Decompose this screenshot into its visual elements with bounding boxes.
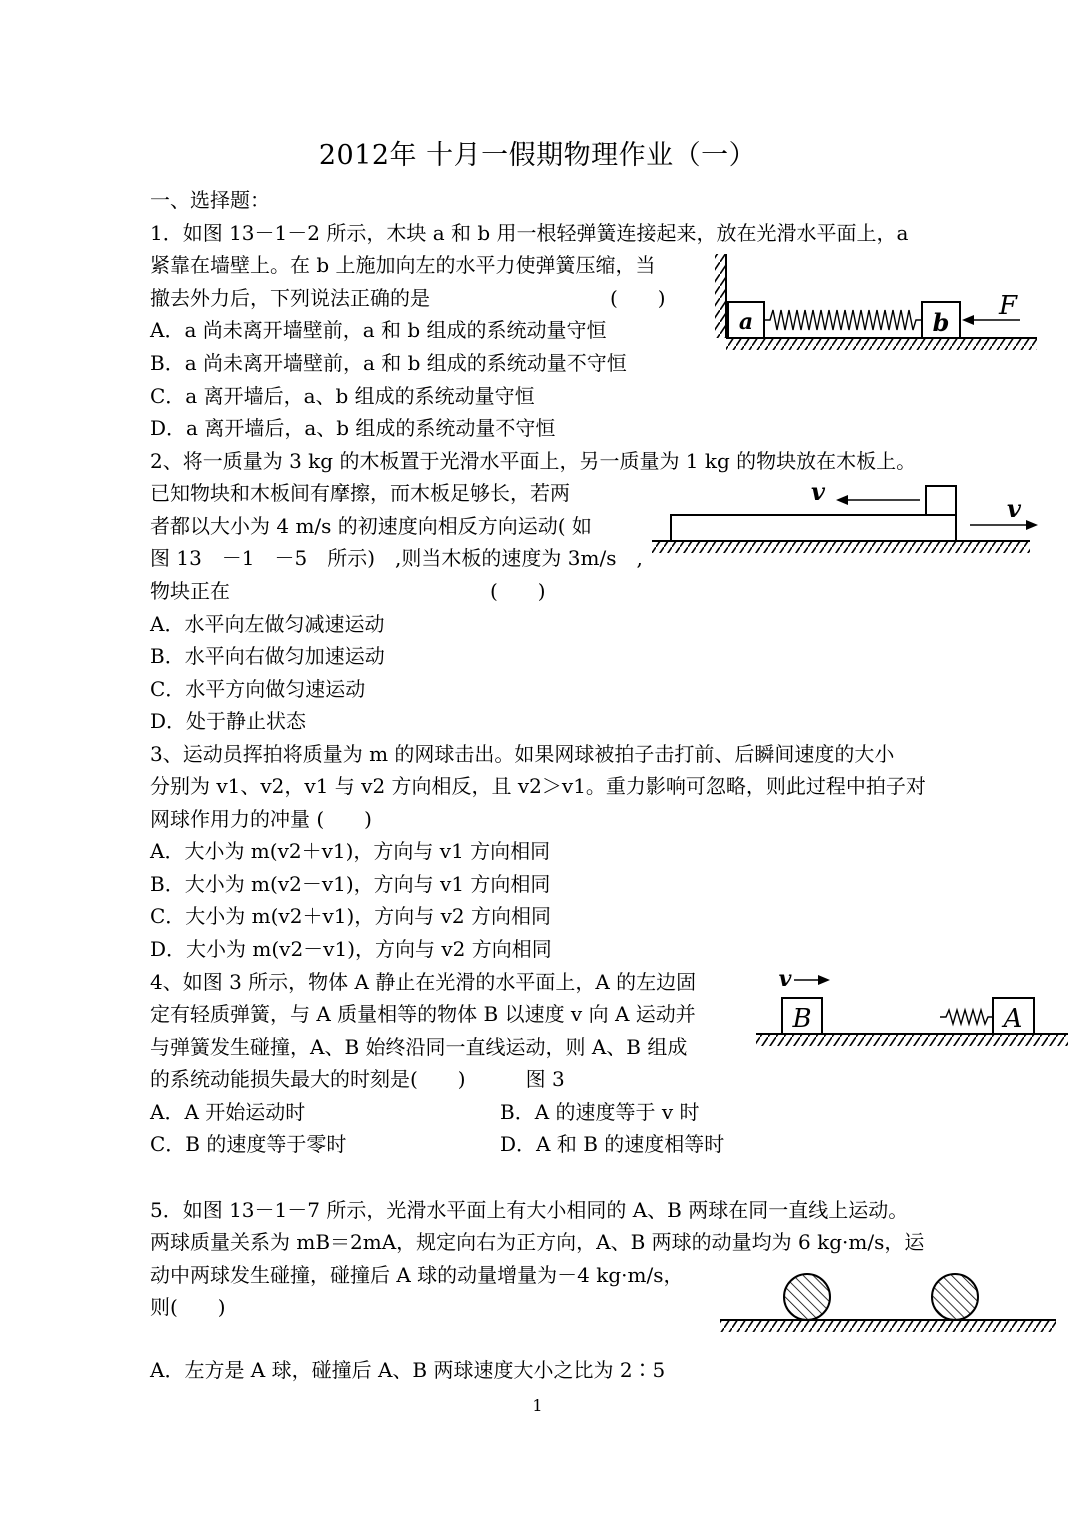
q4-line-2: 定有轻质弹簧，与 A 质量相等的物体 B 以速度 v 向 A 运动并 bbox=[150, 1002, 696, 1026]
q2-option-b: B．水平向右做匀加速运动 bbox=[150, 644, 385, 668]
q1-option-c: C．a 离开墙后，a、b 组成的系统动量守恒 bbox=[150, 384, 535, 408]
q2-line-1: 2、将一质量为 3 kg 的木板置于光滑水平面上，另一质量为 1 kg 的物块放在木板上。 bbox=[150, 449, 917, 473]
force-label: F bbox=[998, 291, 1018, 321]
block-velocity-label: v bbox=[811, 477, 825, 506]
q1-option-d: D．a 离开墙后，a、b 组成的系统动量不守恒 bbox=[150, 416, 556, 440]
small-block bbox=[926, 486, 956, 515]
q5-line-3: 动中两球发生碰撞，碰撞后 A 球的动量增量为－4 kg·m/s， bbox=[150, 1263, 684, 1287]
section-heading: 一、选择题： bbox=[150, 188, 270, 212]
q1-line-3: 撤去外力后，下列说法正确的是 ( ) bbox=[150, 286, 666, 310]
block-b-label: b bbox=[932, 308, 950, 337]
q2-board-figure bbox=[648, 475, 1038, 560]
board-velocity-label: v bbox=[1007, 494, 1021, 523]
block-a-label: A bbox=[1003, 1004, 1023, 1034]
q1-option-a: A．a 尚未离开墙壁前，a 和 b 组成的系统动量守恒 bbox=[150, 318, 607, 342]
q3-option-a: A．大小为 m(v2＋v1)，方向与 v1 方向相同 bbox=[150, 839, 551, 863]
b-velocity-label: v bbox=[778, 966, 792, 992]
q3-line-3: 网球作用力的冲量 ( ) bbox=[150, 807, 372, 831]
q3-option-d: D．大小为 m(v2－v1)，方向与 v2 方向相同 bbox=[150, 937, 552, 961]
q4-line-1: 4、如图 3 所示，物体 A 静止在光滑的水平面上，A 的左边固 bbox=[150, 970, 697, 994]
q4-collision-figure bbox=[752, 965, 1072, 1050]
q5-option-a: A．左方是 A 球，碰撞后 A、B 两球速度大小之比为 2∶5 bbox=[150, 1358, 666, 1382]
q3-line-1: 3、运动员挥拍将质量为 m 的网球击出。如果网球被拍子击打前、后瞬间速度的大小 bbox=[150, 742, 895, 766]
wood-board bbox=[671, 515, 956, 541]
q2-option-c: C．水平方向做匀速运动 bbox=[150, 677, 366, 701]
q5-line-4: 则( ) bbox=[150, 1295, 226, 1319]
q3-option-c: C．大小为 m(v2＋v1)，方向与 v2 方向相同 bbox=[150, 904, 552, 928]
q4-line-4: 的系统动能损失最大的时刻是( ) 图 3 bbox=[150, 1067, 565, 1091]
q5-line-2: 两球质量关系为 mB＝2mA，规定向右为正方向，A、B 两球的动量均为 6 kg·m/s，运 bbox=[150, 1230, 925, 1254]
q1-line-2: 紧靠在墙壁上。在 b 上施加向左的水平力使弹簧压缩，当 bbox=[150, 253, 656, 277]
page-number: 1 bbox=[532, 1396, 543, 1415]
ball-left bbox=[784, 1274, 830, 1320]
q3-option-b: B．大小为 m(v2－v1)，方向与 v1 方向相同 bbox=[150, 872, 551, 896]
q4-option-d: D．A 和 B 的速度相等时 bbox=[500, 1132, 725, 1156]
q4-option-a: A．A 开始运动时 bbox=[150, 1100, 306, 1124]
q2-line-5: 物块正在 ( ) bbox=[150, 579, 546, 603]
q4-option-b: B．A 的速度等于 v 时 bbox=[500, 1100, 700, 1124]
q2-line-4: 图 13 －1 －5 所示) ,则当木板的速度为 3m/s , bbox=[150, 546, 643, 570]
q2-line-3: 者都以大小为 4 m/s 的初速度向相反方向运动( 如 bbox=[150, 514, 592, 538]
block-b-label: B bbox=[792, 1004, 812, 1034]
q4-line-3: 与弹簧发生碰撞，A、B 始终沿同一直线运动，则 A、B 组成 bbox=[150, 1035, 688, 1059]
q5-line-1: 5．如图 13－1－7 所示，光滑水平面上有大小相同的 A、B 两球在同一直线上运动。 bbox=[150, 1198, 909, 1222]
q4-option-c: C．B 的速度等于零时 bbox=[150, 1132, 347, 1156]
q1-line-1: 1．如图 13－1－2 所示，木块 a 和 b 用一根轻弹簧连接起来，放在光滑水平面上，a bbox=[150, 221, 909, 245]
spring bbox=[764, 310, 922, 330]
page-title: 2012年 十月一假期物理作业（一） bbox=[318, 140, 757, 171]
q1-option-b: B．a 尚未离开墙壁前，a 和 b 组成的系统动量不守恒 bbox=[150, 351, 627, 375]
spring bbox=[940, 1010, 993, 1024]
ball-right bbox=[932, 1274, 978, 1320]
q1-spring-figure bbox=[712, 250, 1042, 355]
q2-option-d: D．处于静止状态 bbox=[150, 709, 307, 733]
q2-line-2: 已知物块和木板间有摩擦，而木板足够长，若两 bbox=[150, 481, 570, 505]
q3-line-2: 分别为 v1、v2，v1 与 v2 方向相反，且 v2＞v1。重力影响可忽略，则此过程中拍子对 bbox=[150, 774, 926, 798]
block-a-label: a bbox=[738, 309, 754, 335]
q2-option-a: A．水平向左做匀减速运动 bbox=[150, 612, 385, 636]
q5-balls-figure bbox=[716, 1268, 1061, 1340]
